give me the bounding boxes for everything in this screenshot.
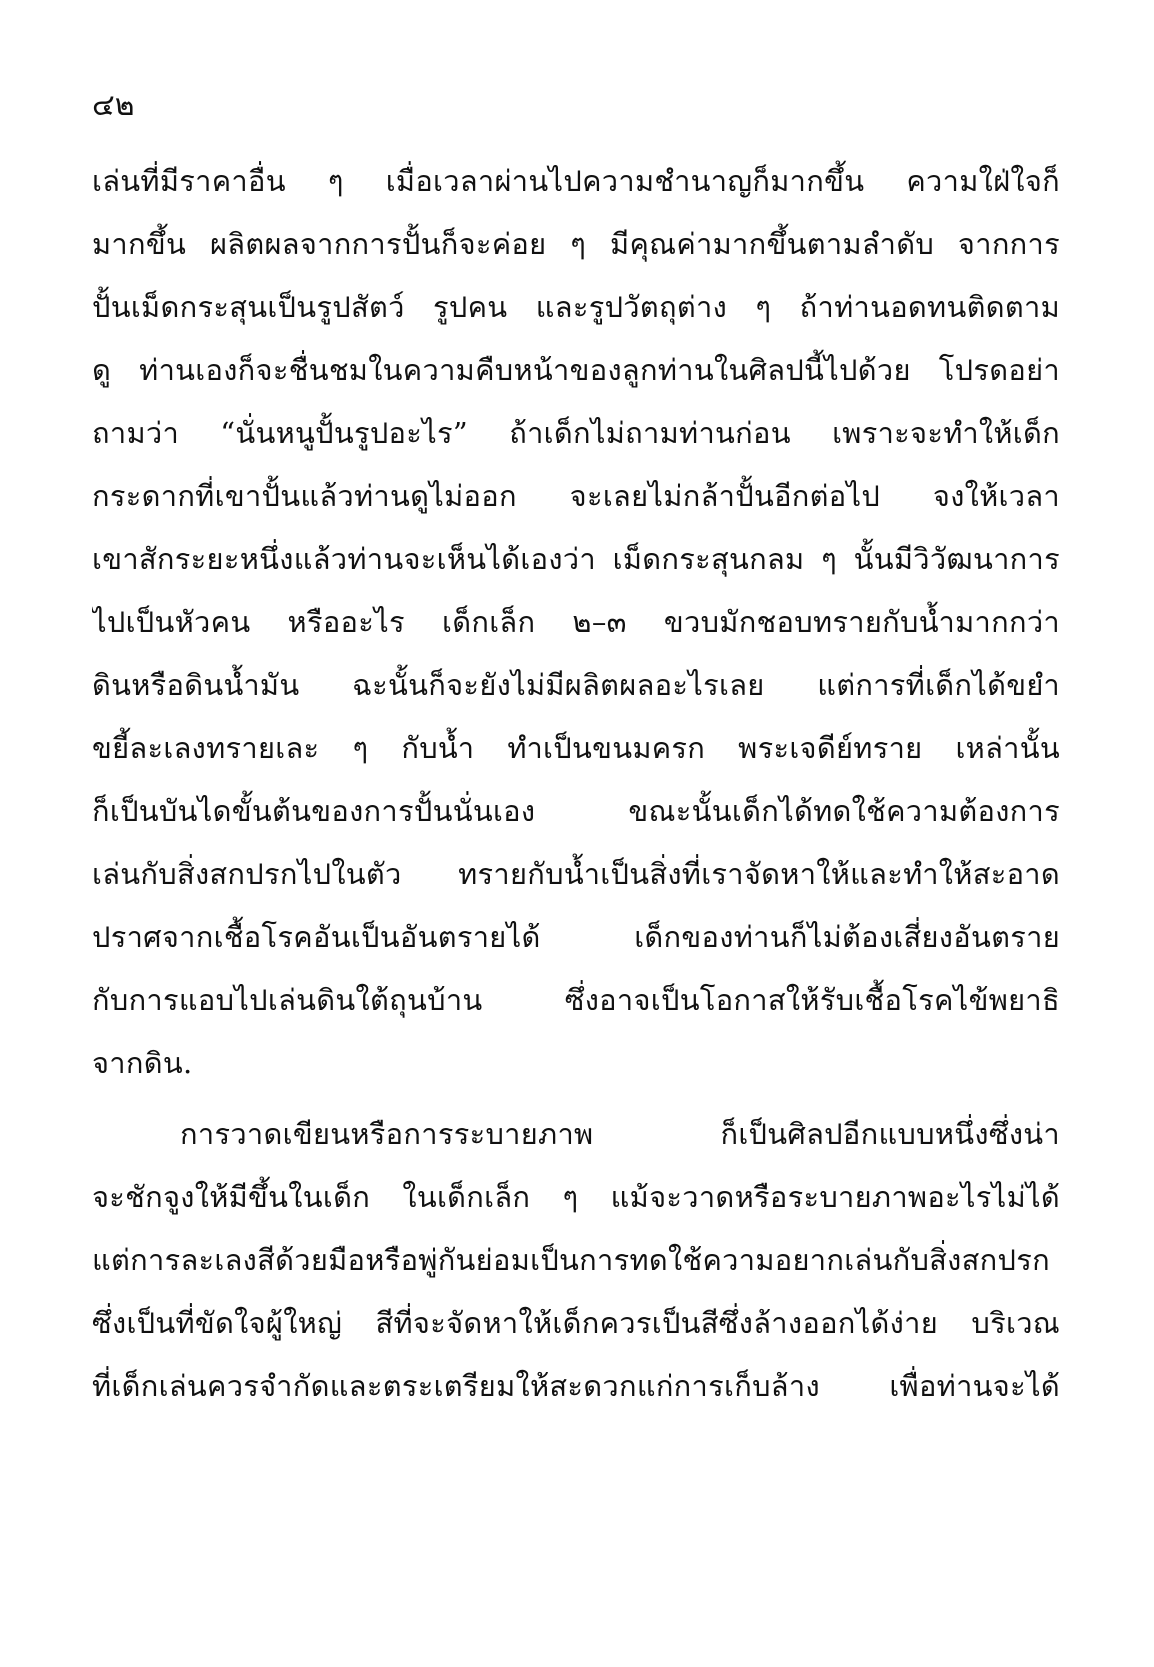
text-line: จากดิน. [92, 1046, 193, 1080]
text-line: ถามว่า “นั่นหนูปั้นรูปอะไร” ถ้าเด็กไม่ถามท่านก่อน เพราะจะทำให้เด็ก [92, 416, 1060, 450]
text-line: ไปเป็นหัวคน หรืออะไร เด็กเล็ก ๒–๓ ขวบมักชอบทรายกับน้ำมากกว่า [92, 605, 1060, 639]
text-line: ก็เป็นบันไดขั้นต้นของการปั้นนั่นเอง ขณะนั้นเด็กได้ทดใช้ความต้องการ [92, 794, 1060, 828]
text-line: กระดากที่เขาปั้นแล้วท่านดูไม่ออก จะเลยไม่กล้าปั้นอีกต่อไป จงให้เวลา [92, 479, 1060, 513]
text-line: ปราศจากเชื้อโรคอันเป็นอันตรายได้ เด็กของท่านก็ไม่ต้องเสี่ยงอันตราย [92, 920, 1060, 954]
page-number: ๔๒ [92, 88, 135, 123]
text-line: ปั้นเม็ดกระสุนเป็นรูปสัตว์ รูปคน และรูปวัตถุต่าง ๆ ถ้าท่านอดทนติดตาม [92, 290, 1060, 324]
paragraph-gap [92, 1095, 1060, 1103]
text-line: แต่การละเลงสีด้วยมือหรือพู่กันย่อมเป็นการทดใช้ความอยากเล่นกับสิ่งสกปรก [92, 1243, 1050, 1277]
paragraph-first-line: การวาดเขียนหรือการระบายภาพ ก็เป็นศิลปอีกแบบหนึ่งซึ่งน่า [180, 1117, 1060, 1151]
text-line: จะชักจูงให้มีขึ้นในเด็ก ในเด็กเล็ก ๆ แม้จะวาดหรือระบายภาพอะไรไม่ได้ [92, 1180, 1060, 1214]
text-line: กับการแอบไปเล่นดินใต้ถุนบ้าน ซึ่งอาจเป็นโอกาสให้รับเชื้อโรคไข้พยาธิ [92, 983, 1060, 1017]
text-line: ดู ท่านเองก็จะชื่นชมในความคืบหน้าของลูกท่านในศิลปนี้ไปด้วย โปรดอย่า [92, 353, 1060, 387]
text-line: ดินหรือดินน้ำมัน ฉะนั้นก็จะยังไม่มีผลิตผลอะไรเลย แต่การที่เด็กได้ขยำ [92, 668, 1060, 702]
text-line: เขาสักระยะหนึ่งแล้วท่านจะเห็นได้เองว่า เม็ดกระสุนกลม ๆ นั้นมีวิวัฒนาการ [92, 542, 1060, 576]
text-line: ที่เด็กเล่นควรจำกัดและตระเตรียมให้สะดวกแก่การเก็บล้าง เพื่อท่านจะได้ [92, 1369, 1060, 1403]
text-line: ขยี้ละเลงทรายเละ ๆ กับน้ำ ทำเป็นขนมครก พระเจดีย์ทราย เหล่านั้น [92, 731, 1060, 765]
text-line: เล่นกับสิ่งสกปรกไปในตัว ทรายกับน้ำเป็นสิ่งที่เราจัดหาให้และทำให้สะอาด [92, 857, 1060, 891]
text-line: เล่นที่มีราคาอื่น ๆ เมื่อเวลาผ่านไปความชำนาญก็มากขึ้น ความใฝ่ใจก็ [92, 164, 1060, 198]
body-text [92, 150, 1060, 1418]
text-line: มากขึ้น ผลิตผลจากการปั้นก็จะค่อย ๆ มีคุณค่ามากขึ้นตามลำดับ จากการ [92, 227, 1060, 261]
text-line: ซึ่งเป็นที่ขัดใจผู้ใหญ่ สีที่จะจัดหาให้เด็กควรเป็นสีซึ่งล้างออกได้ง่าย บริเวณ [92, 1306, 1060, 1340]
